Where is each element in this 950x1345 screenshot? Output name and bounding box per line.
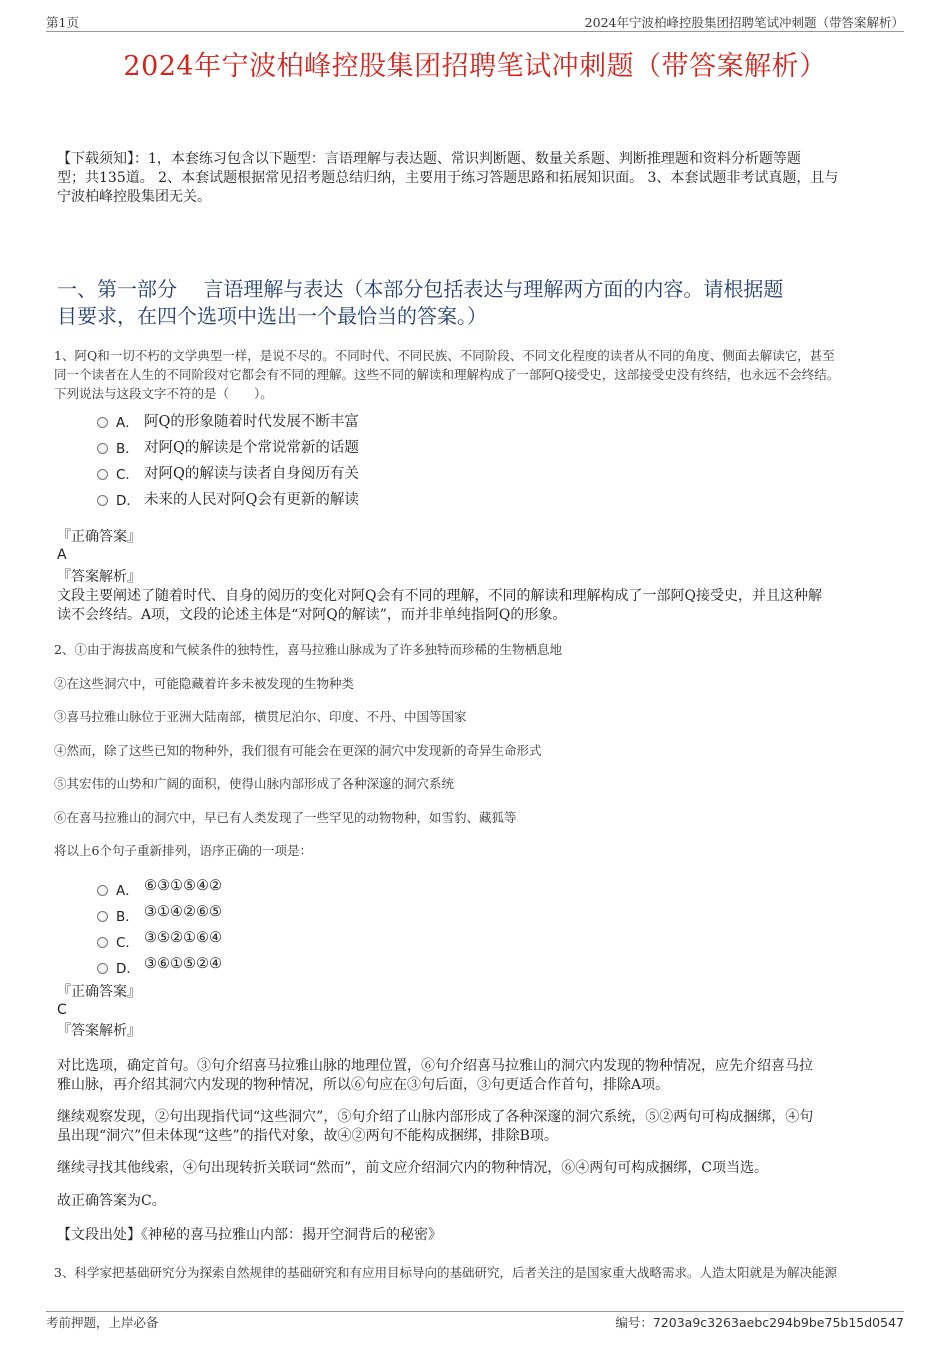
option-text: 对阿Q的解读与读者自身阅历有关 [144,466,359,482]
q2-option-c[interactable] [96,929,396,951]
radio-button[interactable] [97,937,108,948]
q1-option-c[interactable] [96,461,496,483]
running-title: 2024年宁波柏峰控股集团招聘笔试冲刺题（带答案解析） [584,15,904,30]
option-label: B． [116,441,139,457]
q1-analysis-line: 文段主要阐述了随着时代、自身的阅历的变化对阿Q会有不同的理解，不同的解读和理解构成了一部阿Q接受史，并且这种解 [57,588,822,604]
q1-analysis [57,587,907,625]
code-label: 编号： [615,1315,653,1330]
radio-button[interactable] [97,885,108,896]
q2-source: 【文段出处】《神秘的喜马拉雅山内部：揭开空洞背后的秘密》 [57,1227,442,1243]
q3-stem: 3、科学家把基础研究分为探索自然规律的基础研究和有应用目标导向的基础研究，后者关注的是国家重大战略需求。人造太阳就是为解决能源 [54,1265,837,1280]
footer-rule [46,1311,904,1312]
option-text: 未来的人民对阿Q会有更新的解读 [144,492,359,508]
q2-analysis-line: 对比选项，确定首句。③句介绍喜马拉雅山脉的地理位置，⑥句介绍喜马拉雅山的洞穴内发现的物种情况，应先介绍喜马拉 [57,1058,813,1074]
q2-sentence-3: ③喜马拉雅山脉位于亚洲大陆南部，横贯尼泊尔、印度、不丹、中国等国家 [54,709,467,724]
q2-prompt: 将以上6个句子重新排列，语序正确的一项是： [54,843,312,858]
radio-button[interactable] [97,963,108,974]
option-text: ⑥③①⑤④② [144,878,222,894]
q2-analysis-line: 继续观察发现，②句出现指代词“这些洞穴”，⑤句介绍了山脉内部形成了各种深邃的洞穴系统，⑤②两句可构成捆绑，④句 [57,1109,814,1125]
option-text: ③⑥①⑤②④ [144,956,222,972]
option-text: ③①④②⑥⑤ [144,904,222,920]
radio-button[interactable] [97,469,108,480]
q1-answer-heading: 『正确答案』 [57,529,141,545]
q1-option-b[interactable] [96,435,496,457]
q2-answer-heading: 『正确答案』 [57,984,141,1000]
header-rule [46,31,904,32]
q2-option-d[interactable] [96,955,396,977]
page-title: 2024年宁波柏峰控股集团招聘笔试冲刺题（带答案解析） [123,51,827,82]
section-heading-line-2: 目要求，在四个选项中选出一个最恰当的答案。） [57,304,487,328]
q2-analysis-p4: 故正确答案为C。 [57,1193,166,1209]
q2-analysis-heading: 『答案解析』 [57,1023,141,1039]
option-text: 阿Q的形象随着时代发展不断丰富 [144,414,359,430]
page-number: 第1页 [46,15,79,30]
q1-stem [54,346,914,403]
q2-analysis-line: 雅山脉，再介绍其洞穴内发现的物种情况，所以⑥句应在③句后面，③句更适合作首句，排除A项。 [57,1077,670,1093]
notice-line-1: 【下载须知】：1，本套练习包含以下题型：言语理解与表达题、常识判断题、数量关系题、判断推理题和资料分析题等题 [57,151,801,167]
notice-line-3: 宁波柏峰控股集团无关。 [57,189,211,205]
option-label: A． [116,883,139,899]
option-label: C． [116,935,139,951]
q2-analysis-p1 [57,1057,907,1095]
q2-sentence-6: ⑥在喜马拉雅山的洞穴中，早已有人类发现了一些罕见的动物物种，如雪豹、藏狐等 [54,810,517,825]
q2-sentence-1: 2、①由于海拔高度和气候条件的独特性，喜马拉雅山脉成为了许多独特而珍稀的生物栖息地 [54,642,562,657]
q1-analysis-line: 读不会终结。A项，文段的论述主体是“对阿Q的解读”，而并非单纯指阿Q的形象。 [57,607,567,623]
q1-option-a[interactable] [96,409,496,431]
option-label: D． [116,493,140,509]
q2-analysis-line: 虽出现“洞穴”但未体现“这些”的指代对象，故④②两句不能构成捆绑，排除B项。 [57,1128,558,1144]
option-label: C． [116,467,139,483]
radio-button[interactable] [97,443,108,454]
code-value: 7203a9c3263aebc294b9be75b15d0547 [652,1315,904,1330]
q1-stem-line: 1、阿Q和一切不朽的文学典型一样，是说不尽的。不同时代、不同民族、不同阶段、不同文化程度的读者从不同的角度、侧面去解读它，甚至 [54,348,835,363]
q2-analysis-p3: 继续寻找其他线索，④句出现转折关联词“然而”，前文应介绍洞穴内的物种情况，⑥④两句可构成捆绑，C项当选。 [57,1160,769,1176]
option-text: 对阿Q的解读是个常说常新的话题 [144,440,359,456]
q2-option-a[interactable] [96,877,396,899]
q1-answer: A [57,547,67,563]
download-notice [57,150,907,207]
radio-button[interactable] [97,417,108,428]
option-text: ③⑤②①⑥④ [144,930,222,946]
q1-analysis-heading: 『答案解析』 [57,569,141,585]
q2-option-b[interactable] [96,903,396,925]
option-label: D． [116,961,140,977]
footer-slogan: 考前押题，上岸必备 [46,1315,159,1330]
option-label: B． [116,909,139,925]
q2-sentence-2: ②在这些洞穴中，可能隐藏着许多未被发现的生物种类 [54,676,355,691]
radio-button[interactable] [97,911,108,922]
q1-stem-line: 同一个读者在人生的不同阶段对它都会有不同的理解。这些不同的解读和理解构成了一部阿Q接受史，这部接受史没有终结，也永远不会终结。 [54,367,840,382]
q2-answer: C [57,1002,67,1018]
notice-line-2: 型；共135道。 2、本套试题根据常见招考题总结归纳，主要用于练习答题思路和拓展知识面。 3、本套试题非考试真题，且与 [57,170,839,186]
q2-sentence-5: ⑤其宏伟的山势和广阔的面积，使得山脉内部形成了各种深邃的洞穴系统 [54,776,455,791]
section-heading [57,276,917,330]
document-code [615,1313,904,1331]
q1-option-d[interactable] [96,487,496,509]
option-label: A． [116,415,139,431]
section-heading-line-1: 一、第一部分 言语理解与表达（本部分包括表达与理解两方面的内容。请根据题 [57,277,784,301]
q2-analysis-p2 [57,1108,907,1146]
radio-button[interactable] [97,495,108,506]
q1-stem-line: 下列说法与这段文字不符的是（ ）。 [54,386,273,401]
q2-sentence-4: ④然而，除了这些已知的物种外，我们很有可能会在更深的洞穴中发现新的奇异生命形式 [54,743,542,758]
